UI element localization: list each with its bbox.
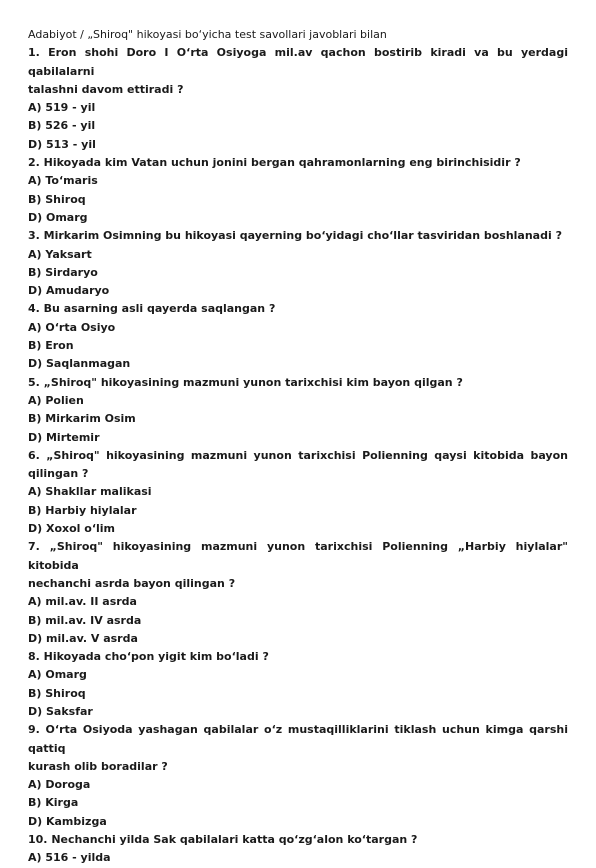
answer-option: B) Kirga	[28, 796, 79, 810]
question-text: 8. Hikoyada cho‘pon yigit kim bo‘ladi ?	[28, 650, 269, 664]
answer-option: A) O‘rta Osiyo	[28, 320, 116, 334]
question-text: 2. Hikoyada kim Vatan uchun jonini bergan qahramonlarning eng birinchisidir ?	[28, 156, 521, 170]
answer-option: D) 513 - yil	[28, 137, 96, 151]
answer-option: D) Saksfar	[28, 704, 93, 718]
answer-option: A) Yaksart	[28, 247, 92, 261]
answer-option: D) Xoxol o‘lim	[28, 522, 116, 536]
answer-option: A) Shakllar malikasi	[28, 485, 152, 499]
question-8	[28, 648, 568, 721]
answer-option: A) Omarg	[28, 668, 87, 682]
answer-option: A) To‘maris	[28, 174, 98, 188]
question-text: 1. Eron shohi Doro I O‘rta Osiyoga mil.av qachon bostirib kiradi va bu yerdagi qabilalarni	[28, 46, 568, 78]
answer-option: D) Omarg	[28, 210, 88, 224]
question-text-cont: talashni davom ettiradi ?	[28, 82, 184, 96]
question-6	[28, 447, 568, 538]
answer-option: B) Harbiy hiylalar	[28, 503, 137, 517]
answer-option: A) Doroga	[28, 778, 91, 792]
question-text: 7. „Shiroq" hikoyasining mazmuni yunon tarixchisi Polienning „Harbiy hiylalar" kitobida	[28, 540, 568, 572]
answer-option: A) Polien	[28, 393, 84, 407]
question-1	[28, 44, 568, 154]
answer-option: B) mil.av. IV asrda	[28, 613, 142, 627]
question-5	[28, 374, 568, 447]
question-text: 6. „Shiroq" hikoyasining mazmuni yunon tarixchisi Polienning qaysi kitobida bayon	[28, 448, 568, 462]
question-10	[28, 831, 568, 868]
question-text-cont: kurash olib boradilar ?	[28, 759, 168, 773]
question-2	[28, 154, 568, 227]
answer-option: A) 516 - yilda	[28, 851, 111, 865]
document-title: Adabiyot / „Shiroq" hikoyasi bo‘yicha test savollari javoblari bilan	[28, 28, 387, 41]
question-4	[28, 300, 568, 373]
answer-option: D) Saqlanmagan	[28, 357, 131, 371]
answer-option: B) Mirkarim Osim	[28, 412, 136, 426]
question-text: 4. Bu asarning asli qayerda saqlangan ?	[28, 302, 276, 316]
question-7	[28, 538, 568, 648]
answer-option: D) mil.av. V asrda	[28, 631, 138, 645]
answer-option: B) Eron	[28, 339, 74, 353]
question-9	[28, 721, 568, 831]
answer-option: D) Amudaryo	[28, 284, 110, 298]
question-text: 5. „Shiroq" hikoyasining mazmuni yunon tarixchisi kim bayon qilgan ?	[28, 375, 463, 389]
question-text: 9. O‘rta Osiyoda yashagan qabilalar o‘z mustaqilliklarini tiklash uchun kimga qarshi qattiq	[28, 723, 568, 755]
question-text: 10. Nechanchi yilda Sak qabilalari katta qo‘zg‘alon ko‘targan ?	[28, 833, 418, 847]
answer-option: B) Shiroq	[28, 686, 86, 700]
answer-option: B) Sirdaryo	[28, 265, 98, 279]
question-text-cont: qilingan ?	[28, 467, 89, 481]
answer-option: B) 526 - yil	[28, 119, 96, 133]
answer-option: B) Shiroq	[28, 192, 86, 206]
question-text-cont: nechanchi asrda bayon qilingan ?	[28, 576, 236, 590]
question-3	[28, 227, 568, 300]
answer-option: A) 519 - yil	[28, 101, 96, 115]
answer-option: A) mil.av. II asrda	[28, 595, 137, 609]
answer-option: D) Kambizga	[28, 814, 107, 828]
answer-option: D) Mirtemir	[28, 430, 100, 444]
question-text: 3. Mirkarim Osimning bu hikoyasi qayerning bo‘yidagi cho‘llar tasviridan boshlanadi ?	[28, 229, 562, 243]
